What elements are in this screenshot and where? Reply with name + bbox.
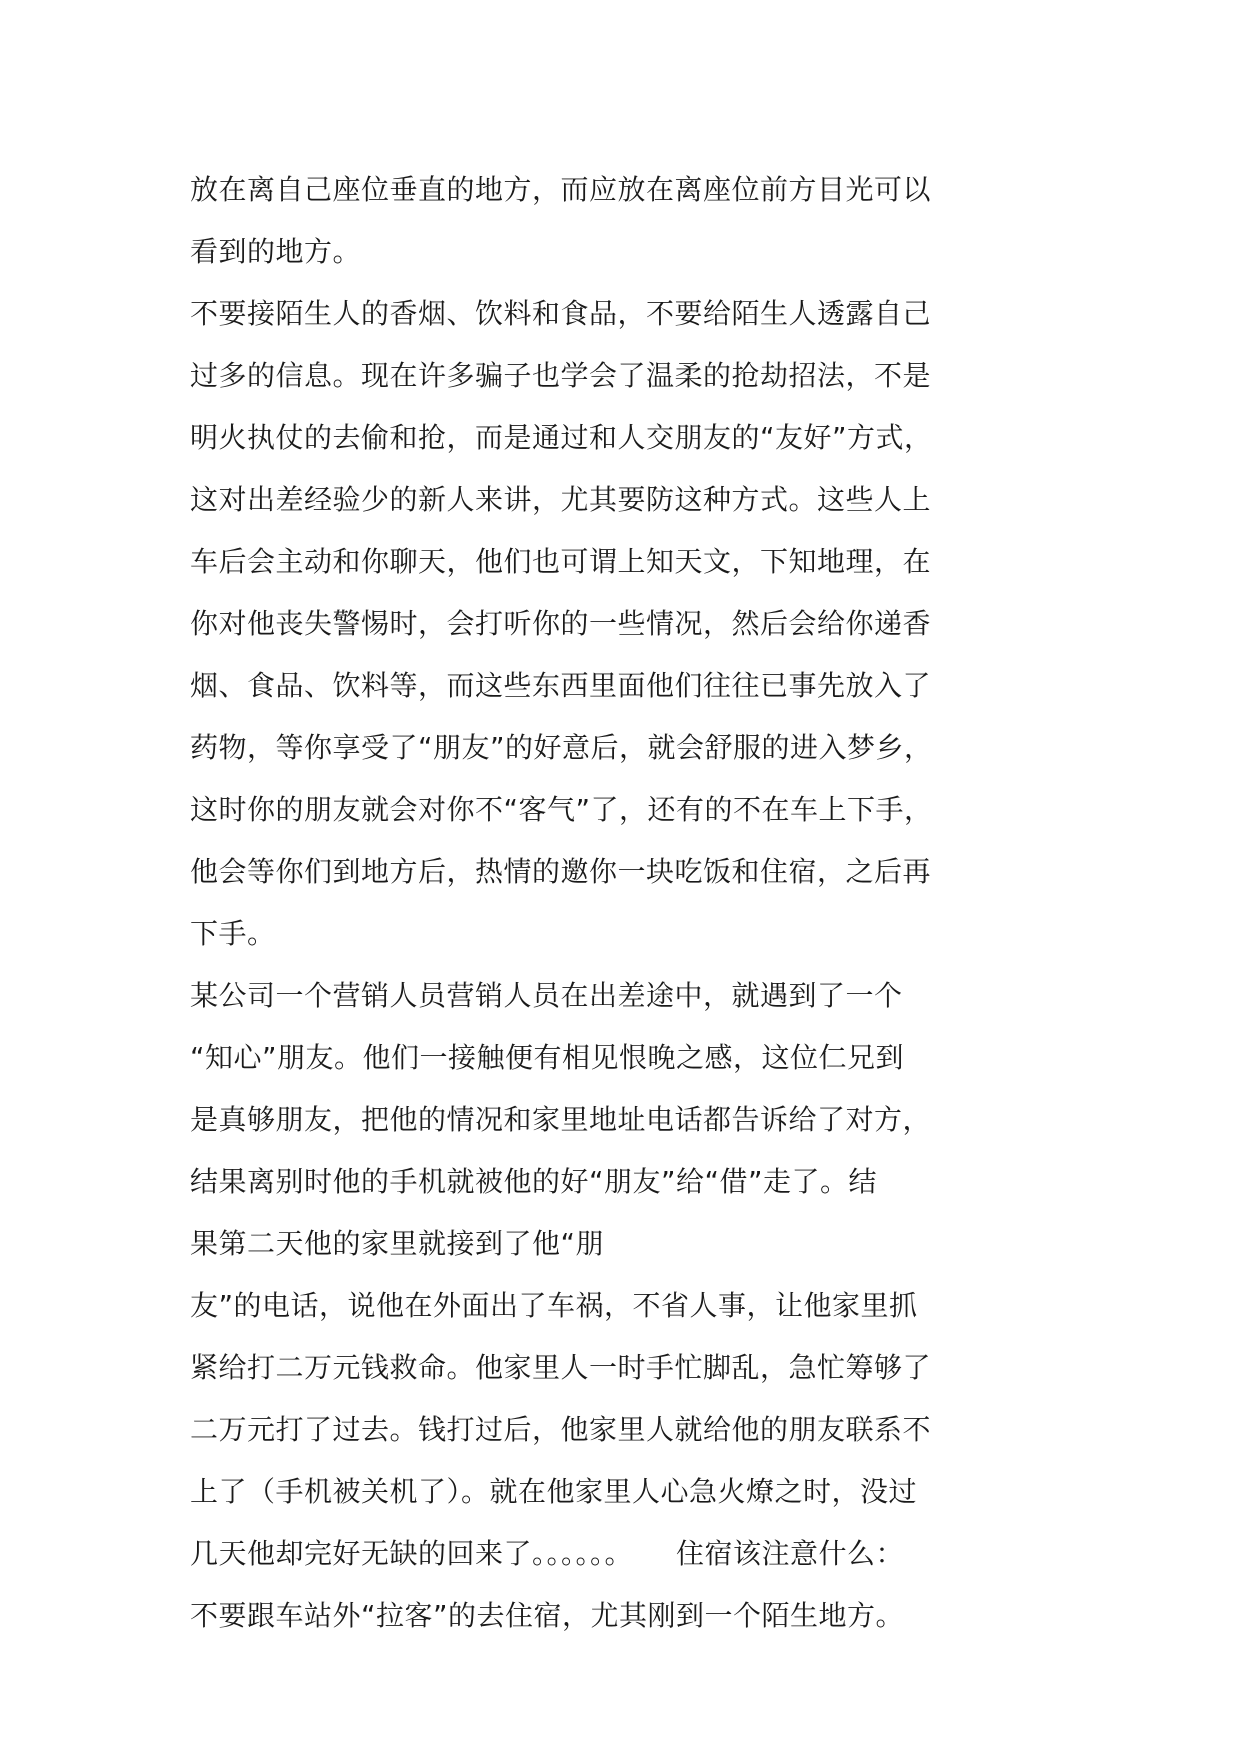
text-line: 看到的地方。 — [190, 235, 362, 268]
text-line: 车后会主动和你聊天，他们也可谓上知天文，下知地理，在 — [190, 545, 932, 578]
text-line: 友”的电话，说他在外面出了车祸，不省人事，让他家里抓 — [190, 1289, 918, 1322]
text-line: 不要接陌生人的香烟、饮料和食品，不要给陌生人透露自己 — [190, 297, 932, 330]
text-line: 结果离别时他的手机就被他的好“朋友”给“借”走了。结 — [190, 1165, 878, 1198]
text-line: 明火执仗的去偷和抢，而是通过和人交朋友的“友好”方式， — [190, 421, 933, 454]
text-line: 不要跟车站外“拉客”的去住宿，尤其刚到一个陌生地方。 — [190, 1599, 905, 1632]
text-line: 某公司一个营销人员营销人员在出差途中，就遇到了一个 — [190, 979, 903, 1012]
text-line: 果第二天他的家里就接到了他“朋 — [190, 1227, 605, 1260]
body-text — [190, 159, 1110, 1647]
text-line: 过多的信息。现在许多骗子也学会了温柔的抢劫招法，不是 — [190, 359, 932, 392]
text-line: 这时你的朋友就会对你不“客气”了，还有的不在车上下手， — [190, 793, 933, 826]
text-line: 药物，等你享受了“朋友”的好意后，就会舒服的进入梦乡， — [190, 731, 933, 764]
text-line: 他会等你们到地方后，热情的邀你一块吃饭和住宿，之后再 — [190, 855, 932, 888]
text-line: 紧给打二万元钱救命。他家里人一时手忙脚乱，急忙筹够了 — [190, 1351, 932, 1384]
text-line: 二万元打了过去。钱打过后，他家里人就给他的朋友联系不 — [190, 1413, 932, 1446]
text-line: 你对他丧失警惕时，会打听你的一些情况，然后会给你递香 — [190, 607, 932, 640]
text-line: 上了（手机被关机了）。就在他家里人心急火燎之时，没过 — [190, 1475, 918, 1508]
text-line: 烟、食品、饮料等，而这些东西里面他们往往已事先放入了 — [190, 669, 932, 702]
text-line: 这对出差经验少的新人来讲，尤其要防这种方式。这些人上 — [190, 483, 932, 516]
text-line: “知心”朋友。他们一接触便有相见恨晚之感，这位仁兄到 — [190, 1041, 905, 1074]
text-line: 放在离自己座位垂直的地方，而应放在离座位前方目光可以 — [190, 173, 932, 206]
text-line: 几天他却完好无缺的回来了。。。。。。 住宿该注意什么： — [190, 1537, 905, 1570]
text-line: 是真够朋友，把他的情况和家里地址电话都告诉给了对方， — [190, 1103, 932, 1136]
text-line: 下手。 — [190, 917, 276, 950]
